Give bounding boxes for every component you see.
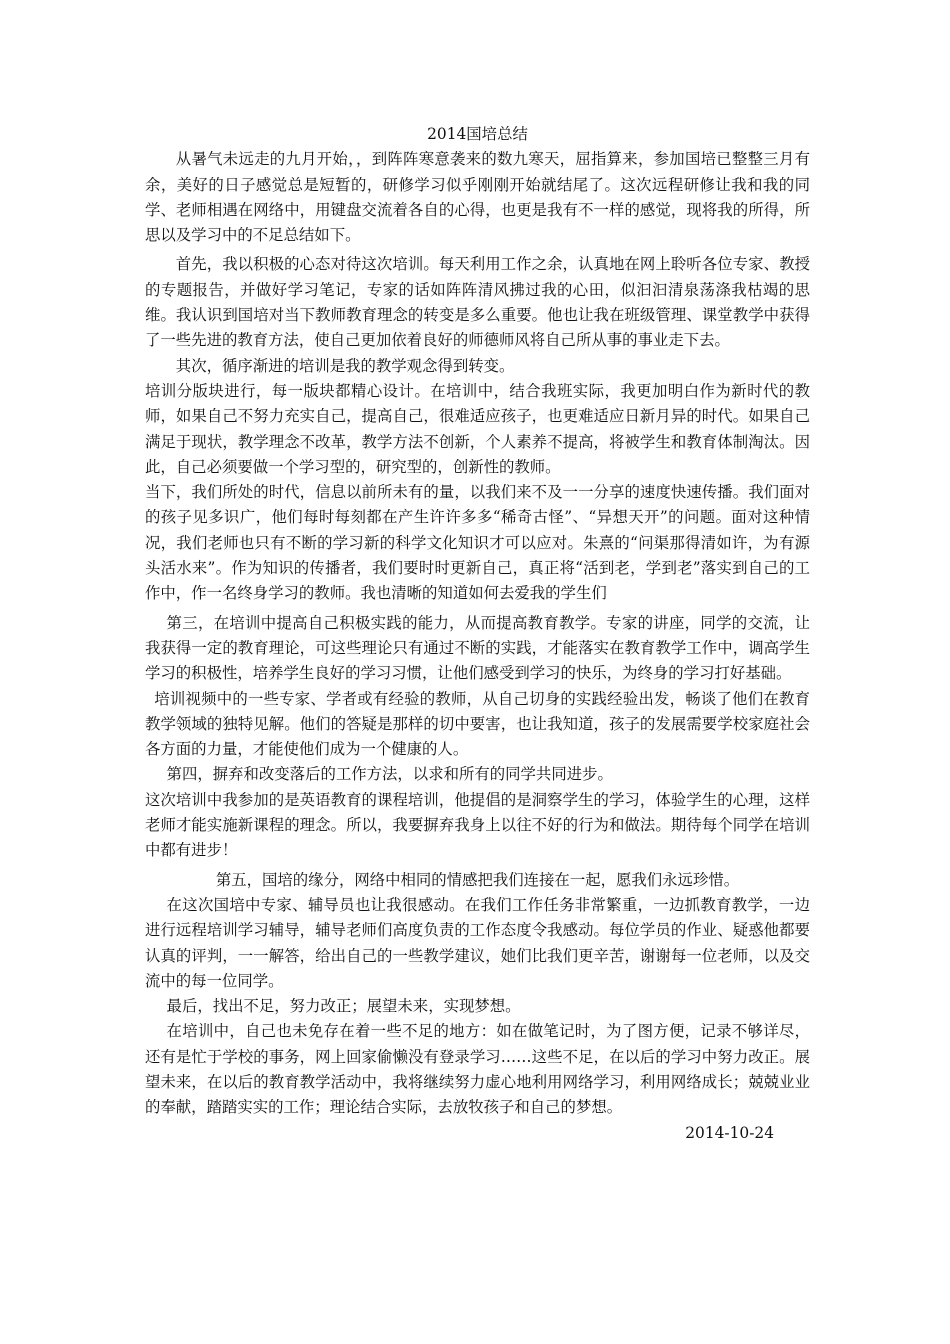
document-date: 2014-10-24: [685, 1123, 774, 1142]
paragraph-last-heading: 最后，找出不足，努力改正；展望未来，实现梦想。: [166, 997, 521, 1016]
document-title: 2014国培总结: [427, 125, 528, 143]
paragraph-third: 第三，在培训中提高自己积极实践的能力，从而提高教育教学。专家的讲座，同学的交流，让我获得一定的教育理论，可这些理论只有通过不断的实践，才能落实在教育教学工作中，调高学生学习的积极性，培养学生良好的学习习惯，让他们感受到学习的快乐，为终身的学习打好基础。: [145, 613, 810, 683]
paragraph-fourth-body: 这次培训中我参加的是英语教育的课程培训，他提倡的是洞察学生的学习，体验学生的心理，这样老师才能实施新课程的理念。所以，我要摒弃我身上以往不好的行为和做法。期待每个同学在培训中都有进步！: [145, 790, 810, 860]
paragraph-video: 培训视频中的一些专家、学者或有经验的教师，从自己切身的实践经验出发，畅谈了他们在教育教学领域的独特见解。他们的答疑是那样的切中要害，也让我知道，孩子的发展需要学校家庭社会各方面的力量，才能使他们成为一个健康的人。: [145, 689, 810, 759]
paragraph-first: 首先，我以积极的心态对待这次培训。每天利用工作之余，认真地在网上聆听各位专家、教授的专题报告，并做好学习笔记，专家的话如阵阵清风拂过我的心田，似汩汩清泉荡涤我枯竭的思维。我认识到国培对当下教师教育理念的转变是多么重要。他也让我在班级管理、课堂教学中获得了一些先进的教育方法，使自己更加依着良好的师德师风将自己所从事的事业走下去。: [145, 255, 810, 350]
paragraph-fourth-heading: 第四，摒弃和改变落后的工作方法，以求和所有的同学共同进步。: [166, 765, 613, 784]
paragraph-second-heading: 其次，循序渐进的培训是我的教学观念得到转变。: [175, 356, 515, 375]
paragraph-fifth-body: 在这次国培中专家、辅导员也让我很感动。在我们工作任务非常繁重，一边抓教育教学，一边进行远程培训学习辅导，辅导老师们高度负责的工作态度令我感动。每位学员的作业、疑惑他都要认真的评判，一一解答，给出自己的一些教学建议，她们比我们更辛苦，谢谢每一位老师，以及交流中的每一位同学。: [145, 895, 810, 990]
paragraph-fifth-heading: 第五，国培的缘分，网络中相同的情感把我们连接在一起，愿我们永远珍惜。: [215, 870, 740, 889]
document-page: [145, 122, 810, 1146]
paragraph-second-body: 培训分版块进行，每一版块都精心设计。在培训中，结合我班实际，我更加明白作为新时代的教师，如果自己不努力充实自己，提高自己，很难适应孩子，也更难适应日新月异的时代。如果自己满足于现状，教学理念不改革，教学方法不创新，个人素养不提高，将被学生和教育体制淘汰。因此，自己必须要做一个学习型的，研究型的，创新性的教师。: [145, 381, 810, 476]
paragraph-last-body: 在培训中，自己也未免存在着一些不足的地方：如在做笔记时，为了图方便，记录不够详尽，还有是忙于学校的事务，网上回家偷懒没有登录学习……这些不足，在以后的学习中努力改正。展望未来，在以后的教育教学活动中，我将继续努力虚心地利用网络学习，利用网络成长；兢兢业业的奉献，踏踏实实的工作；理论结合实际，去放牧孩子和自己的梦想。: [145, 1022, 810, 1117]
paragraph-second-more: 当下，我们所处的时代，信息以前所未有的量，以我们来不及一一分享的速度快速传播。我们面对的孩子见多识广，他们每时每刻都在产生许许多多“稀奇古怪”、“异想天开”的问题。面对这种情况，我们老师也只有不断的学习新的科学文化知识才可以应对。朱熹的“问渠那得清如许，为有源头活水来”。作为知识的传播者，我们要时时更新自己，真正将“活到老，学到老”落实到自己的工作中，作一名终身学习的教师。我也清晰的知道如何去爱我的学生们: [145, 483, 810, 603]
paragraph-intro: 从暑气未远走的九月开始，，到阵阵寒意袭来的数九寒天，屈指算来，参加国培已整整三月有余，美好的日子感觉总是短暂的，研修学习似乎刚刚开始就结尾了。这次远程研修让我和我的同学、老师相遇在网络中，用键盘交流着各自的心得，也更是我有不一样的感觉，现将我的所得，所思以及学习中的不足总结如下。: [145, 150, 810, 245]
